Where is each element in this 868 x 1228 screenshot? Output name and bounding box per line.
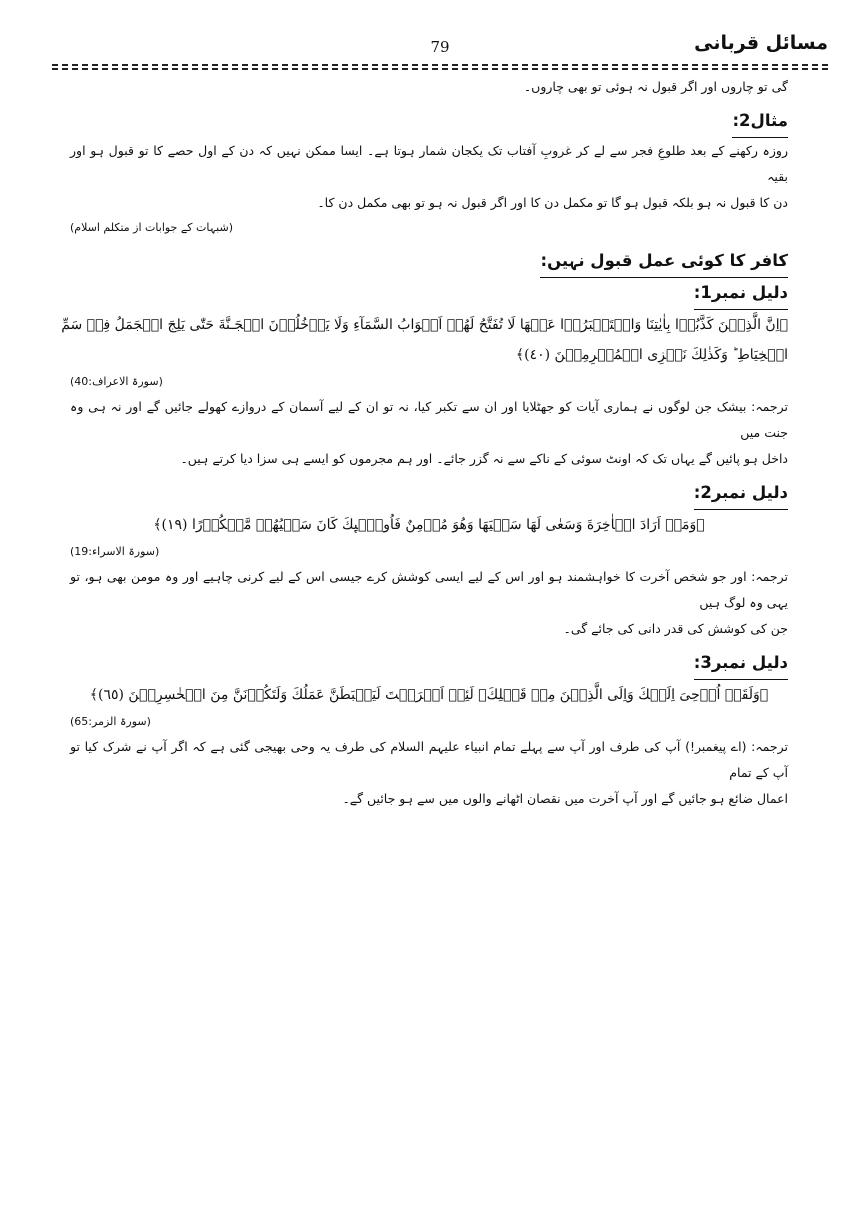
proof-1-arabic-verse: الۡخِيَاطِ‌ ؕ وَكَذٰلِكَ نَجۡزِى الۡمُجۡرِمِيۡنَ (٤٠)﴾ [515, 347, 788, 363]
proof-3-translation: ترجمہ: (اے پیغمبر!) آپ کی طرف اور آپ سے پہلے تمام انبیاء علیہم السلام کی طرف یہ وحی بھیجی گئی ہے کہ اگر آپ نے شرک کیا تو آپ کے تمام [70, 739, 788, 780]
proof-1-arabic-verse: ﴿اِنَّ الَّذِيۡنَ كَذَّبُوۡا بِاٰيٰتِنَا وَاسۡتَكۡبَرُوۡا عَنۡهَا لَا تُفَتَّحُ لَهُمۡ اَبۡوَابُ السَّمَآءِ وَلَا يَدۡخُلُوۡنَ الۡجَـنَّةَ حَتّٰى يَلِجَ الۡجَمَلُ فِىۡ سَمِّ [61, 317, 788, 333]
proof-1-heading: دلیل نمبر1: [70, 278, 788, 310]
example-2-heading: مثال2: [70, 106, 788, 138]
proof-2-translation: جن کی کوشش کی قدر دانی کی جائے گی۔ [563, 621, 788, 636]
proof-1-source: (سورۃ الاعراف:40) [70, 375, 163, 388]
proof-2-translation: ترجمہ: اور جو شخص آخرت کا خواہشمند ہو اور اس کے لیے ایسی کوشش کرے جیسی اس کے لیے کرنی چاہیے اور وہ مومن بھی ہو، تو یہی وہ لوگ ہیں [70, 569, 788, 610]
example-2-line: روزہ رکھنے کے بعد طلوعِ فجر سے لے کر غروبِ آفتاب تک یکجان شمار ہوتا ہے۔ ایسا ممکن نہیں کہ دن کے اول حصے کا تو قبول ہو اور بقیہ [70, 143, 788, 184]
proof-1-translation: داخل ہو پائیں گے یہاں تک کہ اونٹ سوئی کے ناکے سے نہ گزر جائے۔ اور ہم مجرموں کو ایسے ہی سزا دیا کرتے ہیں۔ [180, 451, 788, 466]
book-title: مسائل قربانی [694, 32, 828, 54]
proof-1-translation: ترجمہ: بیشک جن لوگوں نے ہماری آیات کو جھٹلایا اور ان سے تکبر کیا، نہ تو ان کے لیے آسمان کے دروازے کھولے جائیں گے اور نہ ہی وہ جنت میں [70, 399, 788, 440]
proof-3-source: (سورۃ الزمر:65) [70, 715, 151, 728]
proof-2-arabic-verse: ﴿وَمَنۡ اَرَادَ الۡاٰخِرَةَ وَسَعٰى لَهَا سَعۡيَهَا وَهُوَ مُؤۡمِنٌ فَاُولٰۤٮِٕكَ كَانَ سَعۡيُهُمۡ مَّشۡكُوۡرًا (١٩)﴾ [153, 517, 705, 533]
example-2-line: دن کا قبول نہ ہو بلکہ قبول ہو گا تو مکمل دن کا اور اگر قبول نہ ہو تو بھی مکمل دن کا۔ [317, 195, 788, 210]
header-rule [52, 64, 828, 66]
proof-3-arabic-verse: ﴿وَلَقَدۡ اُوۡحِىَ اِلَيۡكَ وَاِلَى الَّذِيۡنَ مِنۡ قَبۡلِكَ‌ۚ لَئِنۡ اَشۡرَكۡتَ لَيَحۡبَطَنَّ عَمَلُكَ وَلَتَكُوۡنَنَّ مِنَ الۡخٰسِرِيۡنَ (٦٥)﴾ [89, 687, 769, 703]
intro-line: گی تو چاروں اور اگر قبول نہ ہوئی تو بھی چاروں۔ [523, 79, 788, 94]
proof-3-heading: دلیل نمبر3: [70, 648, 788, 680]
page-header [52, 20, 828, 70]
page-number: 79 [430, 38, 450, 56]
header-rule-second [52, 68, 828, 70]
proof-2-heading: دلیل نمبر2: [70, 478, 788, 510]
proof-2-source: (سورۃ الاسراء:19) [70, 545, 160, 558]
section-heading: کافر کا کوئی عمل قبول نہیں: [70, 246, 788, 278]
proof-3-translation: اعمال ضائع ہو جائیں گے اور آپ آخرت میں نقصان اٹھانے والوں میں سے ہو جائیں گے۔ [342, 791, 788, 806]
page-body [61, 74, 788, 812]
example-2-source: (شبہات کے جوابات از متکلم اسلام) [70, 221, 234, 234]
